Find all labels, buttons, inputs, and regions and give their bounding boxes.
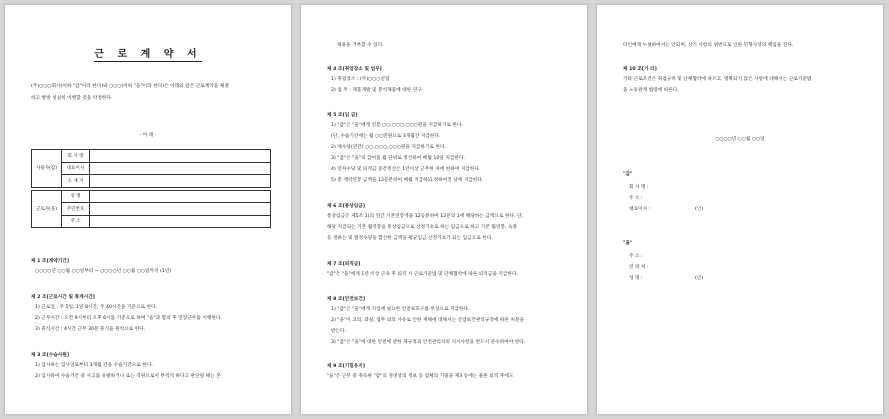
article-9-line: "을"은 근무 중 취득한 "갑"의 경영상의 정보 등 업체의 기밀을 제3 등에는 물론 퇴직 후에도 xyxy=(327,374,514,379)
article-5-line: 2) 제수당(연간) ○○,○○○,○○○원을 지급하기로 한다. xyxy=(331,145,447,150)
article-1-heading: 제 1 조[계약기간] xyxy=(31,259,69,264)
article-10-line: 을 노동관계 법령에 따른다. xyxy=(623,88,679,93)
article-7-line: "갑"은 "을"에게 1년 이상 근속 후 퇴직 시 근로기준법 및 단체협약에 따른 퇴직금을 지급한다. xyxy=(327,272,518,277)
article-1-line: ○○○○년 ○○월 ○○일부터 ~ ○○○○년 ○○월 ○○일까지 (1년) xyxy=(35,269,172,274)
article-8-heading: 제 8 조[안전보건] xyxy=(327,297,365,302)
article-3-heading: 제 3 조[수습사원] xyxy=(31,353,69,358)
article-3-line: 1) 입사하는 입사일로부터 3개월 간을 수습기간으로 한다. xyxy=(35,363,153,368)
employer-value-ceo xyxy=(90,162,271,175)
contract-title: 근 로 계 약 서 xyxy=(94,49,202,60)
worker-field-name: 성 명 xyxy=(62,190,90,203)
worker-seal-mark: (인) xyxy=(695,276,704,281)
article-6-heading: 제 6 조[통상임금] xyxy=(327,204,365,209)
article-8-line: 3) "갑"은 "을"에 대한 안전에 관한 제규정과 안전관리자의 지시사항을 반드시 준수하여야 한다. xyxy=(331,340,526,345)
worker-field-address: 주 소 xyxy=(62,215,90,228)
parties-table xyxy=(31,149,271,228)
article-5-line: (단, 수습기간에는 월 ○○만원으로 3개월간 지급한다. xyxy=(331,134,441,139)
article-6-line: 통상임금은 제5조 1)의 연간 기본연봉액을 12등분하여 12분의 1에 해당하는 금액으로 한다. 단, xyxy=(327,214,524,219)
article-2-heading: 제 2 조[근로시간 및 휴게시간] xyxy=(31,295,95,300)
article-6-line: 해당 지급되는 기본 월연봉을 통상임금으로 산정기초로 하는 임금으로 하고 기본 월연봉, 숙종 xyxy=(327,225,517,230)
employer-value-company xyxy=(90,150,271,163)
article-8-line: 받는다. xyxy=(331,329,347,334)
article-5-line: 4) 연차수당 및 퇴직금 중간정산은 1년이상 근무한 자에 한하여 지급한다. xyxy=(331,167,481,172)
continuation-line: 채용을 거부할 수 있다. xyxy=(337,43,384,48)
article-5-line: 3) "갑"은 "을"의 급여를 월 단위로 정산하여 매월 10일 지급한다. xyxy=(331,156,465,161)
article-5-line: 5) 총 계약연봉 금액을 12등분하여 매월 지급하되 정하여진 날에 지급한다. xyxy=(331,178,484,183)
document-page-2 xyxy=(300,4,588,415)
article-8-line: 1) "갑"은 "을"에게 지업에 필요한 안전보호구를 무상으로 지급한다. xyxy=(331,307,470,312)
employer-signature-field: 회 사 명 : xyxy=(629,185,649,190)
article-3-line: 2) 입사하여 수습기간 중 사고를 유발하거나 또는 직원으로서 부적격 하다고 판단될 때는 본 xyxy=(35,374,221,379)
article-9-heading: 제 9 조[기밀유지] xyxy=(327,364,365,369)
contract-date: ○○○○년 ○○월 ○○일 xyxy=(715,137,765,142)
worker-signature-label: "을" xyxy=(623,241,633,246)
article-4-line: 1) 취업장소 : (주)○○○신업 xyxy=(331,77,390,82)
worker-signature-field: 연 락 처 : xyxy=(629,265,649,270)
worker-value-id xyxy=(90,203,271,216)
article-10-line: 기타 근로조건은 취업규칙 및 단체협약에 따르고, 명확되지 않은 사항에 대해서는 근로기준법 xyxy=(623,77,812,82)
article-2-line: 1) 근로일 : 주 5일, 1일 8시간, 주 40시간을 기준으로 한다. xyxy=(35,305,158,310)
intro-line-1: (주)○○○회사(이하 "갑"이라 한다)와 ○○○(이하 "을"이라 한다)은 아래와 같은 근로계약을 체결 xyxy=(31,84,229,89)
article-10-heading: 제 10 조[기 타] xyxy=(623,67,657,72)
article-4-line: 2) 업 무 : 제품개발 및 분석제품에 대한 연구 xyxy=(331,88,422,93)
employer-seal-mark: (인) xyxy=(695,207,704,212)
article-2-line: 2) 근무시간 : 오전 9시부터 오후 6시를 기준으로 하며 "을"과 합의 후 연장근무를 이행한다. xyxy=(35,316,222,321)
article-7-heading: 제 7 조[퇴직금] xyxy=(327,262,361,267)
article-5-heading: 제 5 조[임 금] xyxy=(327,113,358,118)
employer-field-company: 회 사 명 xyxy=(62,150,90,163)
worker-signature-field: 주 소 : xyxy=(629,254,643,259)
employer-field-ceo: 대표이사 xyxy=(62,162,90,175)
below-heading: - 아 래 - xyxy=(139,133,157,138)
article-8-line: 2) "을"이 고의, 과실, 업무 외의 사유로 인한 재해에 대해서는 산업보건관리규정에 따른 처분을 xyxy=(331,318,524,323)
continuation-line: 타인에게 누설하여서는 안되며, 상기 사항의 위반으로 인한 민형사상의 책임을 진다. xyxy=(623,43,794,48)
article-2-line: 3) 휴식시간 : 4시간 근무 30분 휴식을 원칙으로 한다. xyxy=(35,327,146,332)
worker-signature-field: 성 명 : xyxy=(629,276,643,281)
article-4-heading: 제 4 조[취업장소 및 업무] xyxy=(327,67,382,72)
article-5-line: 1) "갑"은 "을"에게 연봉 ○○,○○○,○○○원을 지급하기로 한다. xyxy=(331,123,464,128)
employer-field-address: 소 재 지 xyxy=(62,175,90,188)
employer-group-label: 사용자(갑) xyxy=(32,150,62,188)
employer-value-address xyxy=(90,175,271,188)
worker-value-name xyxy=(90,190,271,203)
document-page-3 xyxy=(596,4,884,415)
employer-signature-field: 주 소 : xyxy=(629,196,643,201)
worker-value-address xyxy=(90,215,271,228)
article-6-line: 등 정하는 및 법정수당을 합산한 금액을 평균임금 산정기초가 되는 임금으로 한다. xyxy=(327,236,493,241)
document-page-1 xyxy=(4,4,292,415)
worker-group-label: 근로자(을) xyxy=(32,190,62,228)
employer-signature-field: 대표이사 : xyxy=(629,207,651,212)
employer-signature-label: "갑" xyxy=(623,172,633,177)
intro-line-2: 하고 쌍방 성실히 이행할 것을 약정한다. xyxy=(31,96,113,101)
worker-field-id: 주민번호 xyxy=(62,203,90,216)
